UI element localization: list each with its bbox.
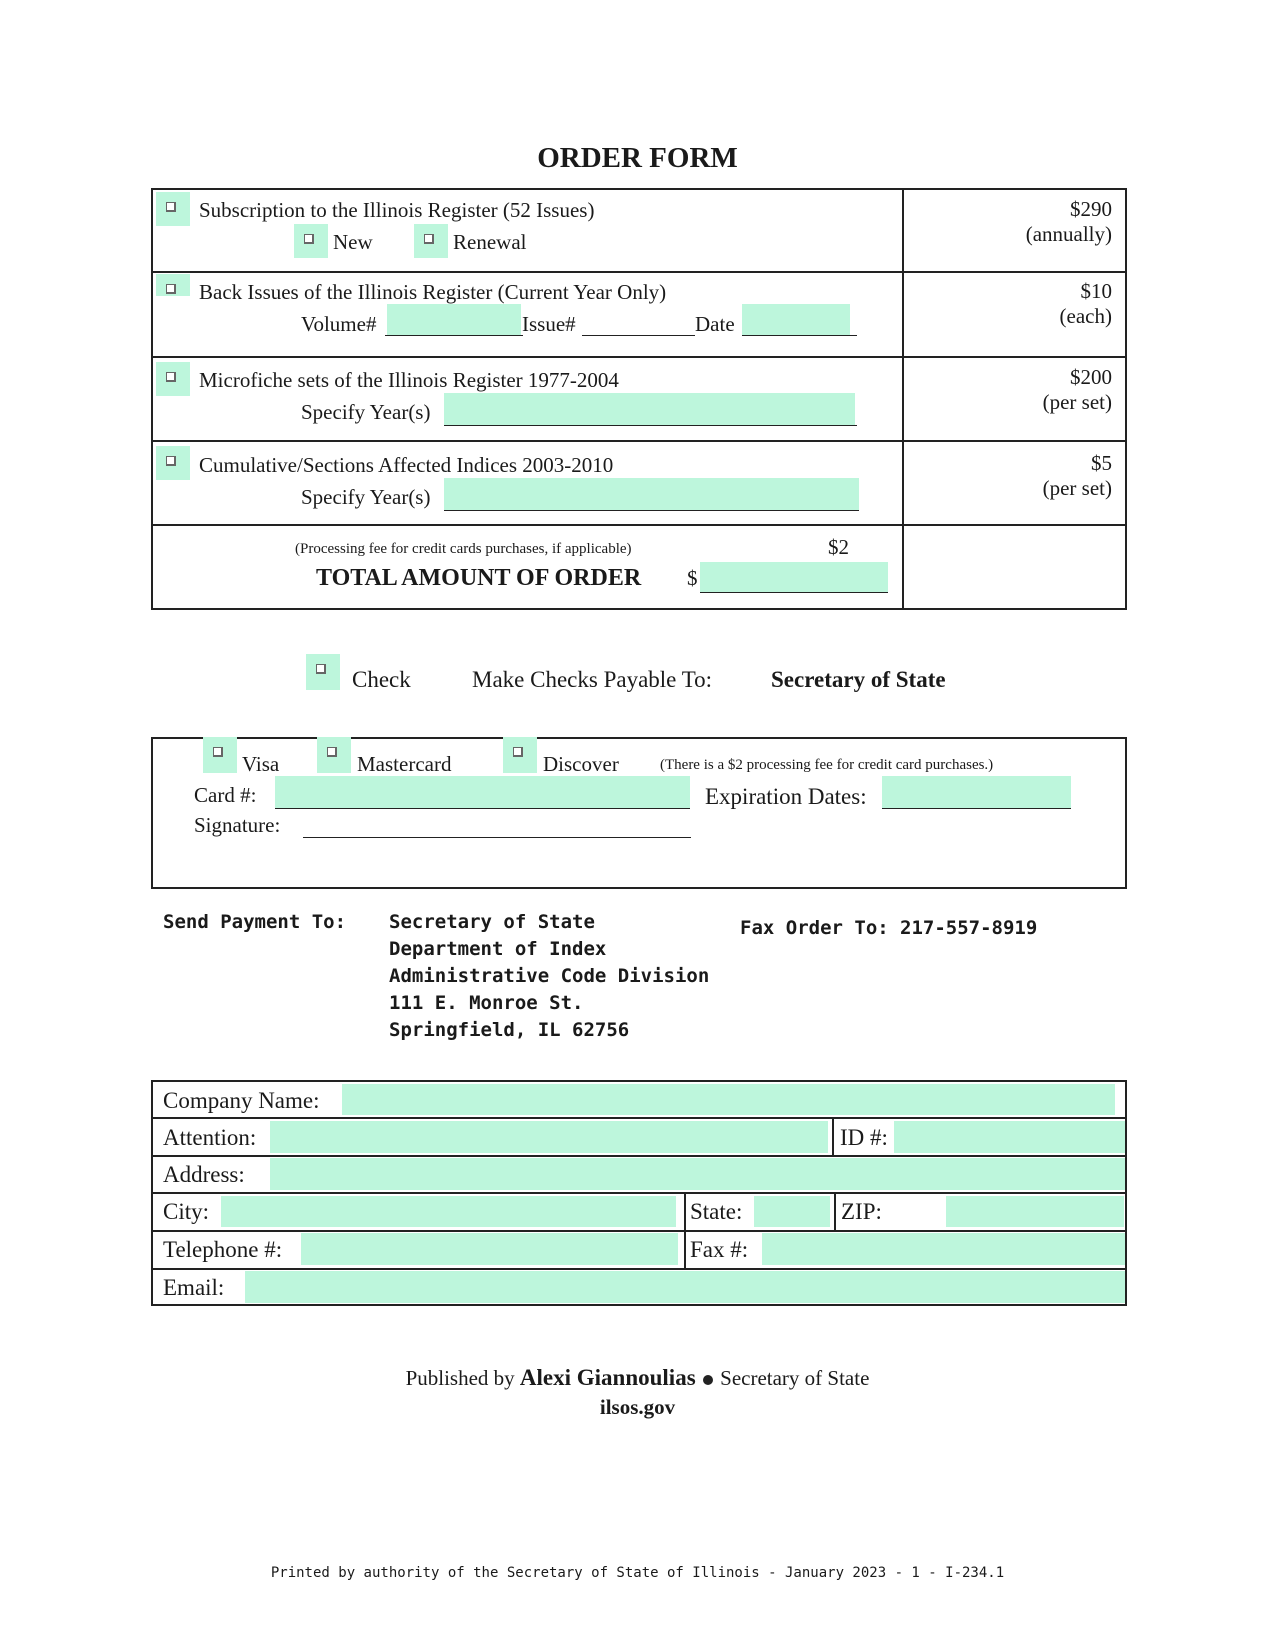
back-issues-label: Back Issues of the Illinois Register (Current Year Only) <box>199 280 667 304</box>
discover-checkbox[interactable] <box>503 737 537 773</box>
card-fee-note: (There is a $2 processing fee for credit card purchases.) <box>660 757 994 773</box>
address-line: 111 E. Monroe St. <box>389 992 584 1014</box>
microfiche-checkbox[interactable] <box>156 362 190 396</box>
microfiche-label: Microfiche sets of the Illinois Register 1977-2004 <box>199 368 619 392</box>
check-checkbox[interactable] <box>306 654 340 690</box>
back-issues-checkbox[interactable] <box>156 274 190 296</box>
issue-field[interactable] <box>582 304 695 336</box>
fax-label: Fax #: <box>690 1237 749 1262</box>
city-label: City: <box>163 1199 210 1224</box>
mastercard-checkbox[interactable] <box>317 737 351 773</box>
back-issues-price: $10 <box>1080 279 1112 303</box>
visa-label: Visa <box>242 752 280 776</box>
signature-line[interactable] <box>303 808 691 838</box>
visa-checkbox[interactable] <box>203 737 237 773</box>
renewal-label: Renewal <box>453 230 527 254</box>
date-label: Date <box>695 312 735 336</box>
check-label: Check <box>352 667 411 692</box>
fax-order-number: 217-557-8919 <box>900 917 1038 939</box>
total-label: TOTAL AMOUNT OF ORDER <box>316 565 642 591</box>
subscription-price: $290 <box>1070 197 1112 221</box>
email-label: Email: <box>163 1275 225 1300</box>
total-dollar-sign: $ <box>687 566 698 590</box>
published-by-text: Published by <box>405 1366 515 1390</box>
indices-price: $5 <box>1091 451 1112 475</box>
bullet-icon <box>703 1375 713 1385</box>
microfiche-price: $200 <box>1070 365 1112 389</box>
indices-label: Cumulative/Sections Affected Indices 2003-2010 <box>199 453 614 477</box>
state-field[interactable] <box>754 1196 830 1227</box>
payee-name: Secretary of State <box>771 667 946 692</box>
renewal-checkbox[interactable] <box>414 224 448 258</box>
volume-label: Volume# <box>301 312 377 336</box>
attention-label: Attention: <box>163 1125 257 1150</box>
attention-field[interactable] <box>270 1121 828 1153</box>
indices-checkbox[interactable] <box>156 446 190 480</box>
publisher-name: Alexi Giannoulias <box>519 1365 696 1390</box>
back-issues-unit: (each) <box>1059 304 1112 328</box>
indices-unit: (per set) <box>1042 476 1112 500</box>
website: ilsos.gov <box>599 1395 676 1419</box>
zip-field[interactable] <box>946 1196 1124 1227</box>
new-label: New <box>333 230 373 254</box>
id-label: ID #: <box>840 1125 888 1150</box>
signature-label: Signature: <box>194 813 281 837</box>
indices-specify-label: Specify Year(s) <box>301 485 431 509</box>
state-label: State: <box>690 1199 743 1224</box>
payable-to-text: Make Checks Payable To: <box>472 667 713 692</box>
company-label: Company Name: <box>163 1088 320 1113</box>
address-line: Administrative Code Division <box>389 965 710 987</box>
issue-label: Issue# <box>522 312 576 336</box>
email-field[interactable] <box>245 1271 1125 1303</box>
publisher-line <box>0 1365 1275 1391</box>
company-field[interactable] <box>342 1084 1115 1115</box>
fax-field[interactable] <box>762 1233 1125 1265</box>
page-title: ORDER FORM <box>537 142 738 174</box>
address-label: Address: <box>163 1162 245 1187</box>
send-payment-address <box>389 909 709 1044</box>
discover-label: Discover <box>543 752 619 776</box>
send-payment-label: Send Payment To: <box>163 911 347 933</box>
address-line: Springfield, IL 62756 <box>389 1019 630 1041</box>
id-field[interactable] <box>894 1121 1125 1153</box>
subscription-checkbox[interactable] <box>156 192 190 226</box>
zip-label: ZIP: <box>841 1199 882 1224</box>
microfiche-specify-label: Specify Year(s) <box>301 400 431 424</box>
printed-by-note: Printed by authority of the Secretary of State of Illinois - January 2023 - 1 - I-234.1 <box>270 1565 1005 1581</box>
publisher-office: Secretary of State <box>720 1366 870 1390</box>
address-field[interactable] <box>270 1158 1125 1190</box>
fax-order-label: Fax Order To: <box>740 917 889 939</box>
address-line: Department of Index <box>389 938 607 960</box>
microfiche-unit: (per set) <box>1042 390 1112 414</box>
processing-fee: $2 <box>828 535 849 559</box>
mastercard-label: Mastercard <box>357 752 452 776</box>
city-field[interactable] <box>221 1196 676 1227</box>
expiration-label: Expiration Dates: <box>705 784 867 809</box>
subscription-unit: (annually) <box>1025 222 1112 246</box>
subscription-label: Subscription to the Illinois Register (52 Issues) <box>199 198 595 222</box>
telephone-label: Telephone #: <box>163 1237 283 1262</box>
card-number-label: Card #: <box>194 783 257 807</box>
processing-note: (Processing fee for credit cards purchases, if applicable) <box>295 541 632 557</box>
new-checkbox[interactable] <box>294 224 328 258</box>
telephone-field[interactable] <box>301 1233 678 1265</box>
address-line: Secretary of State <box>389 911 595 933</box>
